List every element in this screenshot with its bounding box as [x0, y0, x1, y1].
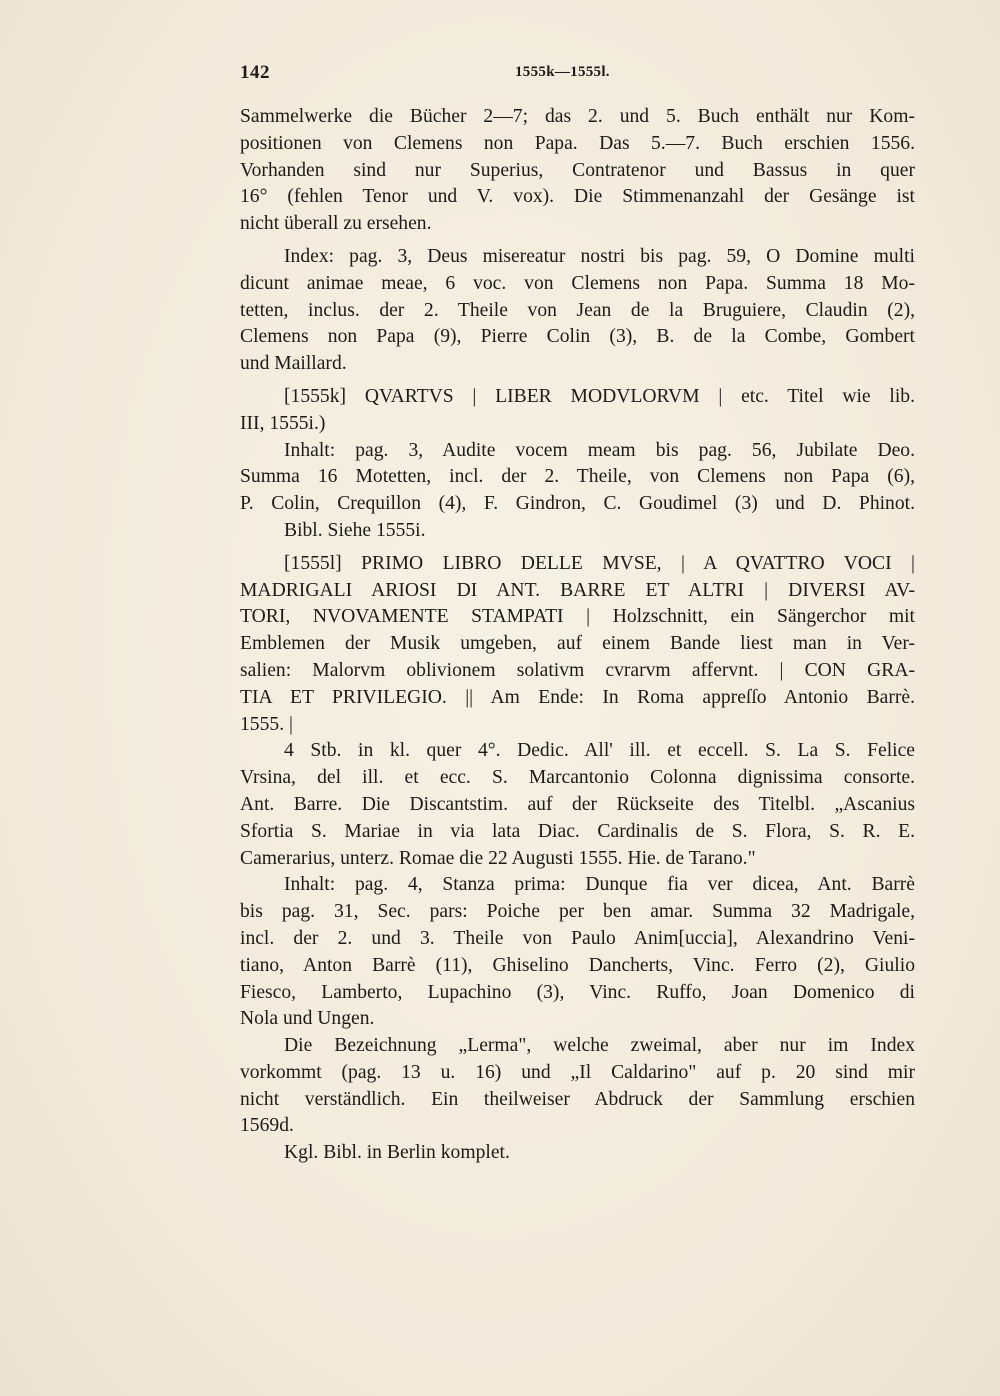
paragraph-sammelwerke — [240, 104, 915, 238]
paragraph-index — [240, 244, 915, 378]
text-line: salien: Malorvm oblivionem solativm cvrarvm affervnt. | CON GRA- — [240, 659, 915, 681]
text-line: Sammelwerke die Bücher 2—7; das 2. und 5. Buch enthält nur Kom- — [240, 106, 915, 127]
text-line: [1555l] PRIMO LIBRO DELLE MVSE, | A QVATTRO VOCI | — [284, 552, 915, 574]
running-head: 1555k—1555l. — [515, 64, 610, 80]
text-line: positionen von Clemens non Papa. Das 5.—7. Buch erschien 1556. — [240, 132, 915, 154]
body-text — [240, 104, 915, 1167]
text-line: incl. der 2. und 3. Theile von Paulo Anim[uccia], Alexandrino Veni- — [240, 927, 915, 949]
text-line: nicht überall zu ersehen. — [240, 213, 432, 235]
text-line: bis pag. 31, Sec. pars: Poiche per ben amar. Summa 32 Madrigale, — [240, 901, 915, 923]
text-line: III, 1555i.) — [240, 412, 326, 434]
text-line: Bibl. Siehe 1555i. — [284, 519, 426, 541]
page-number: 142 — [240, 62, 270, 83]
text-line: nicht verständlich. Ein theilweiser Abdruck der Sammlung erschien — [240, 1088, 915, 1110]
text-line: Emblemen der Musik umgeben, auf einem Bande liest man in Ver- — [240, 633, 915, 655]
text-line: Nola und Ungen. — [240, 1008, 375, 1030]
text-line: Kgl. Bibl. in Berlin komplet. — [284, 1142, 510, 1164]
text-line: 1555. | — [240, 713, 293, 735]
text-line: Sfortia S. Mariae in via lata Diac. Cardinalis de S. Flora, S. R. E. — [240, 820, 915, 842]
text-line: P. Colin, Crequillon (4), F. Gindron, C. Goudimel (3) und D. Phinot. — [240, 493, 915, 515]
text-line: Summa 16 Motetten, incl. der 2. Theile, von Clemens non Papa (6), — [240, 466, 915, 488]
text-line: vorkommt (pag. 13 u. 16) und „Il Caldarino" auf p. 20 sind mir — [240, 1061, 915, 1083]
page-header — [240, 62, 920, 88]
text-line: 16° (fehlen Tenor und V. vox). Die Stimmenanzahl der Gesänge ist — [240, 186, 915, 208]
text-line: tetten, inclus. der 2. Theile von Jean de la Bruguiere, Claudin (2), — [240, 299, 915, 321]
text-line: [1555k] QVARTVS | LIBER MODVLORVM | etc. Titel wie lib. — [284, 385, 915, 407]
text-line: Index: pag. 3, Deus misereatur nostri bis pag. 59, O Domine multi — [284, 245, 915, 267]
text-line: Clemens non Papa (9), Pierre Colin (3), B. de la Combe, Gombert — [240, 326, 915, 348]
text-line: und Maillard. — [240, 353, 347, 375]
text-line: tiano, Anton Barrè (11), Ghiselino Dancherts, Vinc. Ferro (2), Giulio — [240, 954, 915, 976]
text-line: Vorhanden sind nur Superius, Contratenor und Bassus in quer — [240, 159, 915, 181]
text-line: Vrsina, del ill. et ecc. S. Marcantonio Colonna dignissima consorte. — [240, 767, 915, 789]
text-line: Die Bezeichnung „Lerma", welche zweimal, aber nur im Index — [284, 1035, 915, 1057]
text-line: Fiesco, Lamberto, Lupachino (3), Vinc. Ruffo, Joan Domenico di — [240, 981, 915, 1003]
text-line: Inhalt: pag. 3, Audite vocem meam bis pag. 56, Jubilate Deo. — [284, 439, 915, 461]
text-line: Inhalt: pag. 4, Stanza prima: Dunque fia ver dicea, Ant. Barrè — [284, 874, 915, 896]
text-line: 4 Stb. in kl. quer 4°. Dedic. All' ill. et eccell. S. La S. Felice — [284, 740, 915, 762]
text-line: TIA ET PRIVILEGIO. || Am Ende: In Roma appreſſo Antonio Barrè. — [240, 686, 915, 708]
text-line: 1569d. — [240, 1115, 294, 1137]
paragraph-library — [240, 1140, 915, 1167]
text-line: Camerarius, unterz. Romae die 22 Augusti 1555. Hie. de Tarano." — [240, 847, 756, 869]
text-line: TORI, NVOVAMENTE STAMPATI | Holzschnitt, ein Sängerchor mit — [240, 606, 915, 628]
paragraph-inhalt-1555k — [240, 438, 915, 545]
entry-1555l — [240, 551, 915, 739]
paragraph-inhalt-1555l — [240, 872, 915, 1033]
text-line: dicunt animae meae, 6 voc. von Clemens non Papa. Summa 18 Mo- — [240, 272, 915, 294]
paragraph-description-1555l — [240, 738, 915, 872]
text-line: Ant. Barre. Die Discantstim. auf der Rückseite des Titelbl. „Ascanius — [240, 793, 915, 815]
paragraph-bezeichnung — [240, 1033, 915, 1140]
text-line: MADRIGALI ARIOSI DI ANT. BARRE ET ALTRI | DIVERSI AV- — [240, 579, 915, 601]
entry-1555k — [240, 384, 915, 438]
